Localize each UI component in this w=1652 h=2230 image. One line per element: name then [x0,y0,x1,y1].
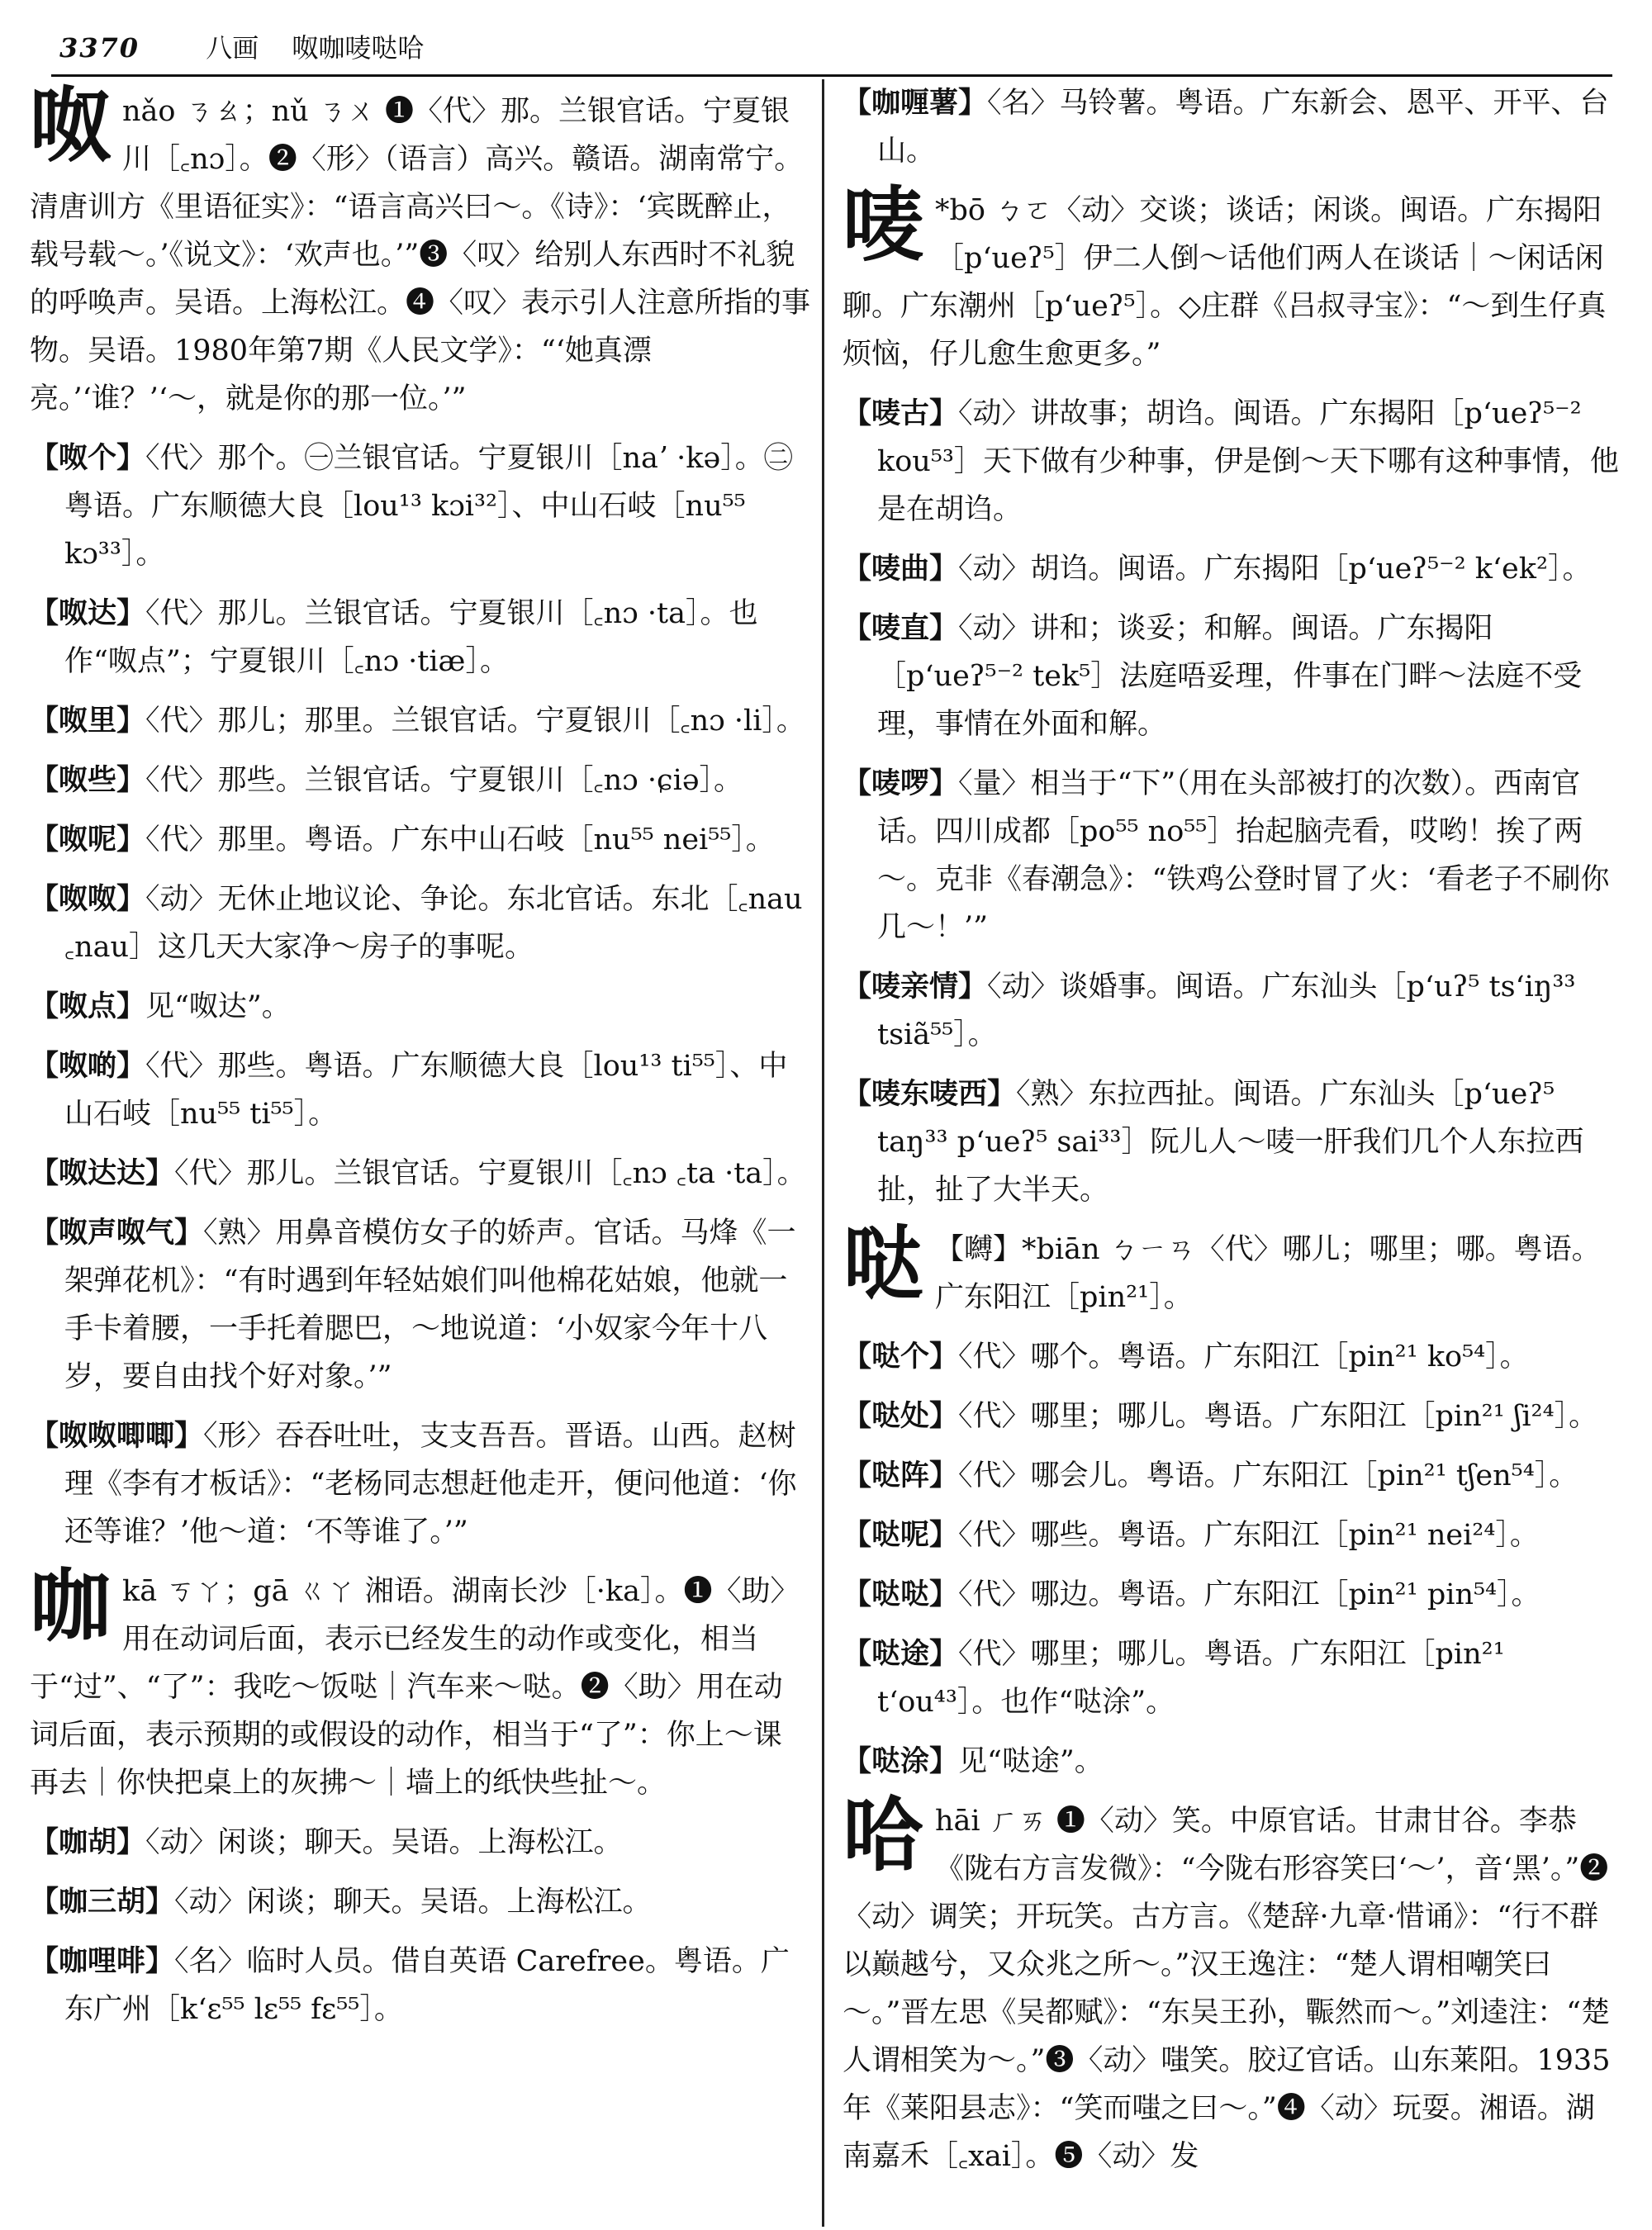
entry-definition: 〈代〉那里。粤语。广东中山石岐［nu⁵⁵ nei⁵⁵］。 [145,823,775,856]
entry-definition: 〈代〉哪里；哪儿。粤语。广东阳江［pin²¹ ʃi²⁴］。 [958,1400,1598,1433]
sub-entry [843,605,1619,748]
entry-headword: 【呶些】 [30,763,146,797]
entry-definition: 〈形〉吞吞吐吐，支支吾吾。晋语。山西。赵树理《李有才板话》：“老杨同志想赶他走开，便问他道：‘你还等谁？’他～道：‘不等谁了。’” [64,1420,797,1549]
entry-definition: 〈动〉闲谈；聊天。吴语。上海松江。 [174,1886,652,1919]
entry-headword: 【唛啰】 [843,766,959,800]
sub-entry [30,1878,810,1926]
entry-headword: 【呶里】 [30,704,146,738]
sub-entry [843,545,1619,593]
main-entry [843,178,1619,378]
entry-headword: 【哒涂】 [843,1744,959,1778]
entry-headword: 【呶达达】 [30,1156,175,1190]
entry-definition: 〈动〉讲和；谈妥；和解。闽语。广东揭阳［p‘ueʔ⁵⁻² tek⁵］法庭唔妥理，件事在门畔～法庭不受理，事情在外面和解。 [877,612,1583,741]
entry-headword: 【唛亲情】 [843,970,988,1004]
entry-definition: 〈熟〉东拉西扯。闽语。广东汕头［p‘ueʔ⁵ taŋ³³ p‘ueʔ⁵ sai³³］阮儿人～唛一肝我们几个人东拉西扯，扯了大半天。 [877,1078,1584,1207]
column-divider [822,79,824,2227]
sub-entry [30,816,810,864]
main-entry [30,79,810,423]
entry-headword: 【哒个】 [843,1340,959,1374]
entry-headword: 【哒阵】 [843,1459,959,1492]
sub-entry [843,1571,1619,1619]
entry-definition: 〈动〉谈婚事。闽语。广东汕头［p‘uʔ⁵ ts‘iŋ³³ tsiã⁵⁵］。 [877,970,1576,1051]
sub-entry [30,697,810,745]
entry-headword: 【咖哩啡】 [30,1944,175,1978]
entry-headchar: 哈 [843,1788,924,1883]
entry-definition: hāi ㄏㄞ ❶〈动〉笑。中原官话。甘肃甘谷。李恭《陇右方言发微》：“今陇右形容笑曰‘～’，音‘黑’。”❷〈动〉调笑；开玩笑。古方言。《楚辞·九章·惜诵》：“行不群以巅越兮，又众兆之所～。”汉王逸注：“楚人谓相嘲笑曰～。”晋左思《吴都赋》：“东吴王孙，辴然而～。”刘逵注：“楚人谓相笑为～。”❸〈动〉嗤笑。胶辽官话。山东莱阳。1935年《莱阳县志》：“笑而嗤之曰～。”❹〈动〉玩耍。湘语。湖南嘉禾［꜀xai］。❺〈动〉发 [843,1805,1611,2173]
entry-definition: 〈代〉哪边。粤语。广东阳江［pin²¹ pin⁵⁴］。 [958,1578,1540,1611]
entry-headchar: 哒 [843,1217,924,1312]
sub-entry [30,1150,810,1198]
sub-entry [843,1333,1619,1381]
main-entry [843,1217,1619,1321]
entry-headword: 【呶点】 [30,989,146,1023]
entry-headword: 【唛东唛西】 [843,1077,1017,1111]
sub-entry [843,1511,1619,1559]
sub-entry [30,590,810,686]
entry-headword: 【唛曲】 [843,552,959,586]
entry-headword: 【呶呶】 [30,882,146,916]
entry-headword: 【呶啲】 [30,1049,146,1083]
entry-headword: 【哒哒】 [843,1578,959,1611]
entry-headchar: 呶 [30,79,112,173]
sub-entry [843,1070,1619,1214]
entry-definition: 〈名〉马铃薯。粤语。广东新会、恩平、开平、台山。 [877,87,1609,168]
entry-definition: kā ㄎㄚ；gā ㄍㄚ 湘语。湖南长沙［·ka］。❶〈助〉用在动词后面，表示已经发生的动作或变化，相当于“过”、“了”：我吃～饭哒｜汽车来～哒。❷〈助〉用在动词后面，表示预期的或假设的动作，相当于“了”：你上～课再去｜你快把桌上的灰拂～｜墙上的纸快些扯～。 [30,1575,800,1800]
entry-headword: 【呶达】 [30,596,146,630]
entry-definition: 〈代〉那儿。兰银官话。宁夏银川［꜀nɔ ·ta］。也作“呶点”；宁夏银川［꜀nɔ ·tiæ］。 [64,597,758,678]
sub-entry [843,1738,1619,1786]
entry-headword: 【唛直】 [843,611,959,645]
entry-headword: 【咖喱薯】 [843,86,988,120]
entry-definition: 〈名〉临时人员。借自英语 Carefree。粤语。广东广州［k‘ɛ⁵⁵ lɛ⁵⁵ fɛ⁵⁵］。 [64,1945,790,2026]
page-number: 3370 [59,32,140,64]
entry-definition: 〈动〉胡诌。闽语。广东揭阳［p‘ueʔ⁵⁻² k‘ek²］。 [958,553,1592,586]
entry-headword: 【呶呶唧唧】 [30,1419,204,1453]
sub-entry [843,1452,1619,1500]
sub-entry [30,757,810,804]
right-column [843,79,1619,2227]
entry-definition: nǎo ㄋㄠ；nǔ ㄋㄨ ❶〈代〉那。兰银官话。宁夏银川［꜀nɔ］。❷〈形〉（语言）高兴。赣语。湖南常宁。清唐训方《里语征实》：“语言高兴曰～。《诗》：‘宾既醉止，载号载～。’《说文》：‘欢声也。’”❸〈叹〉给别人东西时不礼貌的呼唤声。吴语。上海松江。❹〈叹〉表示引人注意所指的事物。吴语。1980年第7期《人民文学》：“‘她真漂亮。’‘谁？’‘～，就是你的那一位。’” [30,95,810,415]
sub-entry [843,1393,1619,1440]
entry-definition: 〈代〉哪里；哪儿。粤语。广东阳江［pin²¹ t‘ou⁴³］。也作“哒涂”。 [877,1638,1505,1719]
entry-definition: *bō ㄅㄛ〈动〉交谈；谈话；闲谈。闽语。广东揭阳［p‘ueʔ⁵］伊二人倒～话他们两人在谈话｜～闲话闲聊。广东潮州［p‘ueʔ⁵］。◇庄群《吕叔寻宝》：“～到生仔真烦恼，仔儿愈生愈更多。” [843,194,1607,371]
entry-headword: 【呶个】 [30,441,146,475]
entry-definition: 〈代〉哪个。粤语。广东阳江［pin²¹ ko⁵⁴］。 [958,1340,1529,1374]
entry-definition: 〈熟〉用鼻音模仿女子的娇声。官话。马烽《一架弹花机》：“有时遇到年轻姑娘们叫他棉花姑娘，他就一手卡着腰，一手托着腮巴，～地说道：‘小奴家今年十八岁，要自由找个好对象。’” [64,1217,796,1393]
sub-entry [30,1938,810,2033]
entry-headword: 【哒处】 [843,1399,959,1433]
page-headwords: 呶咖唛哒哈 [292,32,425,64]
sub-entry [30,1819,810,1867]
sub-entry [30,1209,810,1401]
entry-definition: 〈代〉那些。兰银官话。宁夏银川［꜀nɔ ·ɕiə］。 [145,764,743,797]
entry-definition: 见“哒途”。 [958,1745,1104,1778]
entry-definition: 【嚩】*biān ㄅㄧㄢ〈代〉哪儿；哪里；哪。粤语。广东阳江［pin²¹］。 [935,1233,1601,1314]
entry-headword: 【哒呢】 [843,1518,959,1552]
main-entry [30,1559,810,1807]
entry-headchar: 唛 [843,178,924,273]
entry-definition: 〈代〉哪会儿。粤语。广东阳江［pin²¹ tʃen⁵⁴］。 [958,1459,1578,1492]
entry-definition: 〈代〉那些。粤语。广东顺德大良［lou¹³ ti⁵⁵］、中山石岐［nu⁵⁵ ti⁵⁵］。 [64,1050,788,1131]
section-label: 八画 [206,32,259,64]
header-rule [51,74,1612,77]
entry-definition: 〈动〉无休止地议论、争论。东北官话。东北［꜀nau ꜀nau］这几天大家净～房子的事呢。 [64,883,803,964]
entry-definition: 〈代〉那个。㊀兰银官话。宁夏银川［naʼ ·kə］。㊁粤语。广东顺德大良［lou¹³ kɔi³²］、中山石岐［nu⁵⁵ kɔ³³］。 [64,442,793,571]
entry-headword: 【唛古】 [843,396,959,430]
entry-headword: 【咖三胡】 [30,1885,175,1919]
sub-entry [30,434,810,578]
sub-entry [30,1042,810,1138]
sub-entry [843,760,1619,951]
sub-entry [843,390,1619,534]
sub-entry [30,983,810,1031]
entry-headword: 【咖胡】 [30,1825,146,1859]
main-entry [843,1788,1619,2180]
entry-definition: 〈量〉相当于“下”（用在头部被打的次数）。西南官话。四川成都［po⁵⁵ no⁵⁵］抬起脑壳看，哎哟！挨了两～。克非《春潮急》：“铁鸡公登时冒了火：‘看老子不刷你几～！’” [877,767,1610,944]
page-header [59,25,1612,71]
sub-entry [843,1630,1619,1726]
entry-definition: 〈动〉闲谈；聊天。吴语。上海松江。 [145,1826,623,1859]
entry-definition: 〈代〉那儿；那里。兰银官话。宁夏银川［꜀nɔ ·li］。 [145,705,805,738]
entry-definition: 〈动〉讲故事；胡诌。闽语。广东揭阳［p‘ueʔ⁵⁻² kou⁵³］天下做有少种事，伊是倒～天下哪有这种事情，他是在胡诌。 [877,397,1619,526]
entry-definition: 见“呶达”。 [145,990,291,1023]
entry-headword: 【哒途】 [843,1637,959,1671]
left-column [30,79,810,2227]
sub-entry [843,963,1619,1059]
entry-headword: 【呶声呶气】 [30,1216,204,1250]
sub-entry [30,875,810,971]
entry-definition: 〈代〉哪些。粤语。广东阳江［pin²¹ nei²⁴］。 [958,1519,1539,1552]
entry-headchar: 咖 [30,1559,112,1654]
entry-headword: 【呶呢】 [30,823,146,856]
sub-entry [30,1412,810,1556]
entry-definition: 〈代〉那儿。兰银官话。宁夏银川［꜀nɔ ꜀ta ·ta］。 [174,1157,806,1190]
sub-entry [843,79,1619,175]
